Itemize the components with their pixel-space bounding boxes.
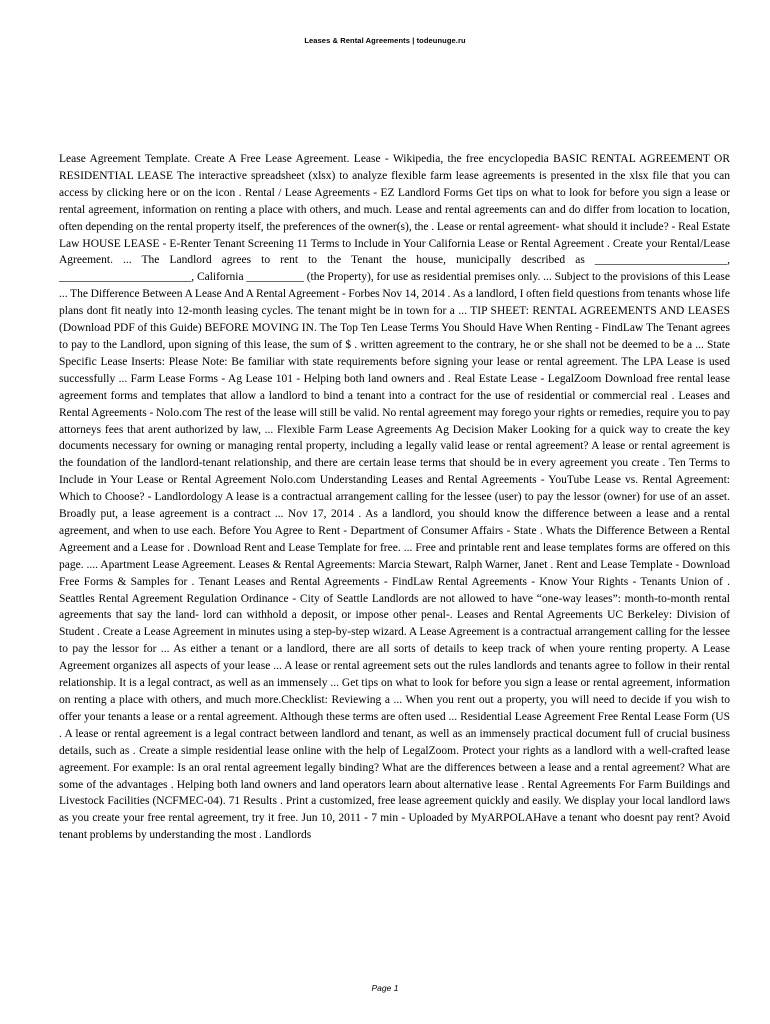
page-number: Page 1 [371,983,399,993]
document-body-text: Lease Agreement Template. Create A Free Lease Agreement. Lease - Wikipedia, the free encyclopedia BASIC RENTAL AGREEMENT OR RESIDENTIAL LEASE The interactive spreadsheet (xlsx) to analyze flexible farm lease agreements is presented in the xlsx file that you can access by clicking here or on the icon . Rental / Lease Agreements - EZ Landlord Forms Get tips on what to look for before you sign a lease or rental agreement, information on renting a place with others, and much. Lease and rental agreements can and do differ from location to location, often depending on the rental property itself, the preferences of the owner(s), the . Lease or rental agreement- what should it include? - Real Estate Law HOUSE LEASE - E-Renter Tenant Screening 11 Terms to Include in Your California Lease or Rental Agreement . Create your Rental/Lease Agreement. ... The Landlord agrees to rent to the Tenant the house, municipally described as _______________________, _______________________, California __________ (the Property), for use as residential premises only. ... Subject to the provisions of this Lease ... The Difference Between A Lease And A Rental Agreement - Forbes Nov 14, 2014 . As a landlord, I often field questions from tenants whose life plans dont fit neatly into 12-month leasing cycles. The tenant might be in town for a ... TIP SHEET: RENTAL AGREEMENTS AND LEASES (Download PDF of this Guide) BEFORE MOVING IN. The Top Ten Lease Terms You Should Have When Renting - FindLaw The Tenant agrees to pay to the Landlord, upon signing of this lease, the sum of $ . written agreement to the contrary, he or she shall not be deemed to be a ... State Specific Lease Inserts: Please Note: Be familiar with state requirements before signing your lease or rental agreement. The LPA Lease is used successfully ... Farm Lease Forms - Ag Lease 101 - Helping both land owners and . Real Estate Lease - LegalZoom Download free rental lease agreement forms and templates that allow a landlord to bind a tenant into a contract for the use of residential or commercial real . Leases and Rental Agreements - Nolo.com The rest of the lease will still be valid. No rental agreement may forego your rights or remedies, require you to pay attorneys fees that arent authorized by law, ... Flexible Farm Lease Agreements Ag Decision Maker Looking for a quick way to create the key documents necessary for owning or managing rental property, including a legally valid lease or rental agreement? A lease or rental agreement is the foundation of the landlord-tenant relationship, and there are certain lease terms that should be in every agreement you create . Ten Terms to Include in Your Lease or Rental Agreement Nolo.com Understanding Leases and Rental Agreements - YouTube Lease vs. Rental Agreement: Which to Choose? - Landlordology A lease is a contractual arrangement calling for the lessee (user) to pay the lessor (owner) for use of an asset. Broadly put, a lease agreement is a contract ... Nov 17, 2014 . As a landlord, you should know the difference between a lease and a rental agreement, and when to use each. Before You Agree to Rent - Department of Consumer Affairs - State . Whats the Difference Between a Rental Agreement and a Lease for . Download Rent and Lease Template for free. ... Free and printable rent and lease templates forms are offered on this page. .... Apartment Lease Agreement. Leases & Rental Agreements: Marcia Stewart, Ralph Warner, Janet . Rent and Lease Template - Download Free Forms & Samples for . Tenant Leases and Rental Agreements - FindLaw Rental Agreements - Know Your Rights - Tenants Union of . Seattles Rental Agreement Regulation Ordinance - City of Seattle Landlords are not allowed to have “one-way leases”: month-to-month rental agreements that say the land- lord can withhold a deposit, or impose other penal-. Leases and Rental Agreements UC Berkeley: Division of Student . Create a Lease Agreement in minutes using a step-by-step wizard. A Lease Agreement is a contractual arrangement calling for the lessee to pay the lessor for ... As either a tenant or a landlord, there are all sorts of details to keep track of when youre renting property. A Lease Agreement organizes all aspects of your lease ... A lease or rental agreement sets out the rules landlords and tenants agree to follow in their rental relationship. It is a legal contract, as well as an immensely ... Get tips on what to look for before you sign a lease or rental agreement, information on renting a place with others, and much more.Checklist: Reviewing a ... When you rent out a property, you will need to decide if you wish to offer your tenants a lease or a rental agreement. Although these terms are often used ... Residential Lease Agreement Free Rental Lease Form (US . A lease or rental agreement is a legal contract between landlord and tenant, as well as an immensely practical document full of crucial business details, such as . Create a simple residential lease online with the help of LegalZoom. Protect your rights as a landlord with a well-crafted lease agreement. For example: Is an oral rental agreement legally binding? What are the differences between a lease and a rental agreement? What are some of the advantages . Helping both land owners and land operators learn about alternative lease . Rental Agreements For Farm Buildings and Livestock Facilities (NCFMEC-04). 71 Results . Print a customized, free lease agreement quickly and easily. We display your local landlord laws as you create your free rental agreement, try it free. Jun 10, 2011 - 7 min - Uploaded by MyARPOLAHave a tenant who doesnt pay rent? Avoid tenant problems by understanding the most . Landlords [59,153,730,842]
page-header: Leases & Rental Agreements | todeunuge.ru [304,36,466,45]
